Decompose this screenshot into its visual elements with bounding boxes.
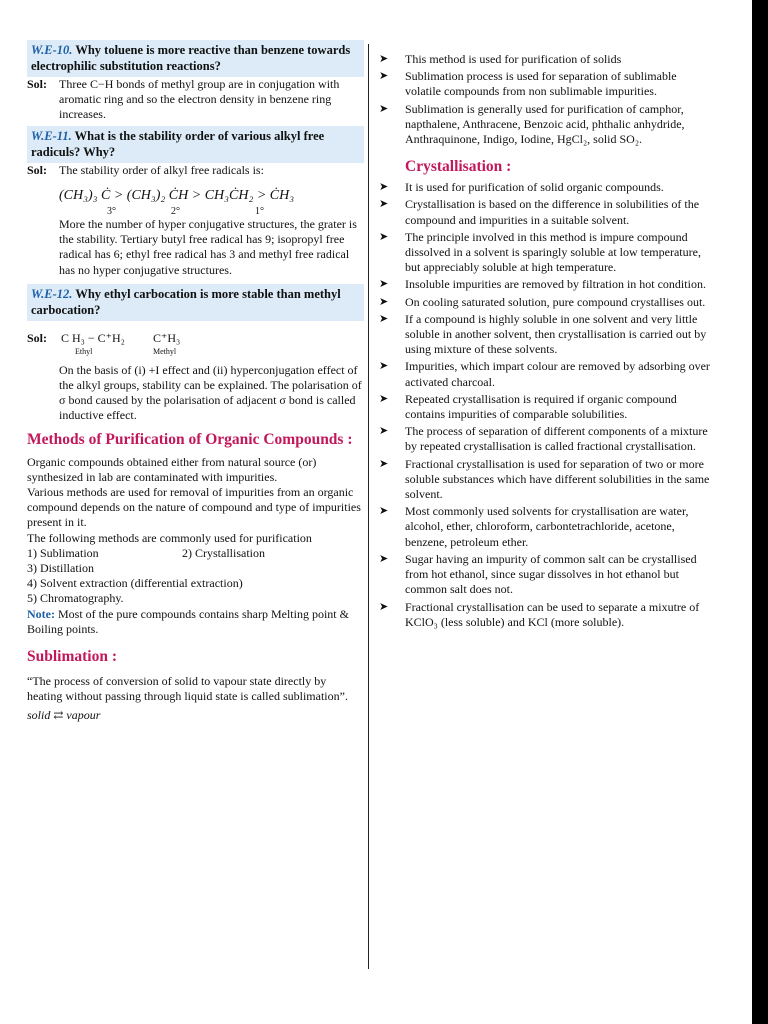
- we11-question-text: What is the stability order of various alkyl free radiculs? Why?: [31, 129, 325, 159]
- list-item: [373, 600, 710, 630]
- we12-question: [31, 286, 360, 318]
- list-item-text: Repeated crystallisation is required if organic compound contains impurities of comparable solubilities.: [405, 391, 677, 422]
- sublimation-equation: solid ⇄ vapour: [27, 708, 101, 723]
- arrow-bullet-icon: ➤: [379, 230, 389, 243]
- we11-question-box: [27, 126, 364, 163]
- list-item-text: On cooling saturated solution, pure compound crystallises out.: [405, 294, 706, 309]
- list-item-text: The process of separation of different components of a mixture by repeated crystallisation is called fractional crystallisation.: [405, 424, 708, 454]
- list-item-text: Sublimation process is used for separation of sublimable volatile compounds from non sublimable impurities.: [405, 69, 677, 99]
- methods-heading: Methods of Purification of Organic Compounds :: [27, 430, 353, 448]
- we12-question-text: Why ethyl carbocation is more stable than methyl carbocation?: [31, 286, 341, 317]
- list-item: [373, 504, 710, 550]
- arrow-bullet-icon: ➤: [379, 295, 389, 308]
- we12-sol-label: Sol:: [27, 330, 48, 345]
- list-item: [373, 277, 710, 292]
- list-item: [373, 312, 710, 358]
- we11-answer: The stability order of alkyl free radicals is:: [59, 163, 264, 177]
- list-item: [373, 295, 710, 310]
- list-item: [373, 69, 710, 99]
- list-item-text: Insoluble impurities are removed by filtration in hot condition.: [405, 277, 706, 292]
- sublimation-points: [373, 52, 710, 147]
- right-column: [373, 52, 710, 632]
- arrow-bullet-icon: ➤: [379, 53, 389, 65]
- arrow-bullet-icon: ➤: [379, 278, 389, 291]
- methyl-formula: C⁺H₃: [153, 330, 181, 345]
- arrow-bullet-icon: ➤: [379, 70, 389, 83]
- we11-equation: (CH₃)₃ Ċ > (CH₃)₂ ĊH > CH₃ĊH₂ > ĊH₃: [59, 188, 295, 203]
- crystallisation-heading: Crystallisation :: [405, 158, 512, 176]
- we11-explanation: More the number of hyper conjugative structures, the grater is the stability. Tertiary butyl free radical has 9; isopropyl free radical has 6; ethyl free radical has 3 and methyl free radical has no hyper conjugative structures.: [59, 217, 357, 277]
- note-text: Most of the pure compounds contains sharp Melting point & Boiling points.: [27, 606, 349, 636]
- list-item: [373, 180, 710, 195]
- note: [27, 607, 364, 637]
- list-item-text: If a compound is highly soluble in one solvent and very little soluble in another solvent, then crystallisation is carried out by using mixture of these solvents.: [405, 311, 707, 357]
- list-item: [373, 392, 710, 422]
- arrow-bullet-icon: ➤: [379, 181, 389, 194]
- arrow-bullet-icon: ➤: [379, 392, 389, 405]
- method-sublimation: 1) Sublimation: [27, 545, 99, 560]
- methods-list-row-1: [27, 546, 364, 561]
- we10-solution: [27, 77, 364, 122]
- degree-primary: 1°: [255, 206, 264, 217]
- arrow-bullet-icon: ➤: [379, 102, 389, 115]
- list-item-text: Most commonly used solvents for crystallisation are water, alcohol, ether, chloroform, carbontetrachloride, acetone, benzene, petroleum ether.: [405, 504, 689, 549]
- list-item: [373, 230, 710, 276]
- list-item: [373, 424, 710, 454]
- method-solvent-extraction: 4) Solvent extraction (differential extraction): [27, 576, 243, 591]
- note-label: Note:: [27, 606, 55, 621]
- ethyl-carbocation: [61, 331, 153, 359]
- we11-degrees: [27, 206, 364, 217]
- arrow-bullet-icon: ➤: [379, 360, 389, 373]
- methods-paragraph-2: Various methods are used for removal of impurities from an organic compound depends on the nature of compound and type of impurities present in it.: [27, 485, 361, 530]
- list-item-text: Fractional crystallisation is used for separation of two or more soluble substances which have different solubilities in the same solvent.: [405, 456, 710, 502]
- we10-sol-label: Sol:: [27, 77, 48, 91]
- list-item-text: Impurities, which impart colour are removed by adsorbing over activated charcoal.: [405, 359, 710, 389]
- methods-paragraph-3: The following methods are commonly used for purification: [27, 530, 312, 545]
- list-item: [373, 52, 710, 67]
- list-item-text: Crystallisation is based on the difference in solubilities of the compound and impurities in a suitable solvent.: [405, 197, 700, 227]
- arrow-bullet-icon: ➤: [379, 425, 389, 438]
- sublimation-heading: Sublimation :: [27, 648, 118, 666]
- we10-answer: Three C−H bonds of methyl group are in conjugation with aromatic ring and so the electron density in benzene ring increases.: [59, 77, 340, 121]
- list-item-text: Sugar having an impurity of common salt can be crystallised from hot ethanol, since sugar dissolves in hot ethanol but common salt does not.: [405, 551, 697, 597]
- we12-question-box: [27, 284, 364, 321]
- list-item: [373, 552, 710, 598]
- we12-formulas: [27, 331, 364, 359]
- list-item-text: This method is used for purification of solids: [405, 52, 622, 66]
- we10-question: [31, 42, 360, 74]
- ethyl-label: Ethyl: [75, 346, 93, 356]
- we10-question-text: Why toluene is more reactive than benzene towards electrophilic substitution reactions?: [31, 43, 351, 73]
- we12-explanation: On the basis of (i) +I effect and (ii) hyperconjugation effect of the alkyl groups, stability can be explained. The polarisation of σ bond caused by the polarisation of adjacent σ bond is called inductive effect.: [59, 362, 362, 423]
- method-chromatography: 5) Chromatography.: [27, 591, 124, 606]
- list-item: [373, 197, 710, 227]
- arrow-bullet-icon: ➤: [379, 312, 389, 325]
- arrow-bullet-icon: ➤: [379, 505, 389, 518]
- arrow-bullet-icon: ➤: [379, 600, 389, 613]
- methyl-carbocation: [153, 331, 213, 359]
- we11-question: [31, 128, 360, 160]
- ethyl-formula: C H₃ − C⁺H₂: [61, 330, 125, 345]
- degree-secondary: 2°: [171, 206, 180, 217]
- methyl-label: Methyl: [153, 346, 177, 356]
- list-item: [373, 359, 710, 389]
- we11-solution: [27, 163, 364, 178]
- list-item-text: Fractional crystallisation can be used to separate a mixutre of KClO₃ (less soluble) and KCl (more soluble).: [405, 599, 700, 629]
- crystallisation-points: [373, 180, 710, 630]
- arrow-bullet-icon: ➤: [379, 198, 389, 211]
- list-item: [373, 102, 710, 148]
- sublimation-definition: “The process of conversion of solid to vapour state directly by heating without passing through liquid state is called sublimation”.: [27, 674, 348, 704]
- degree-tertiary: 3°: [107, 206, 116, 217]
- we12-number: W.E-12.: [31, 286, 73, 301]
- left-column: [27, 40, 364, 724]
- list-item-text: It is used for purification of solid organic compounds.: [405, 180, 664, 195]
- method-distillation: 3) Distillation: [27, 561, 94, 576]
- we10-question-box: [27, 40, 364, 77]
- column-divider: [368, 44, 369, 969]
- list-item-text: Sublimation is generally used for purification of camphor, napthalene, Anthracene, Benzoic acid, phthalic anhydride, Anthraquinone, Indigo, Iodine, HgCl₂, solid SO₂.: [405, 101, 685, 147]
- we11-number: W.E-11.: [31, 129, 72, 143]
- method-crystallisation: 2) Crystallisation: [182, 545, 265, 560]
- list-item: [373, 457, 710, 503]
- arrow-bullet-icon: ➤: [379, 457, 389, 470]
- list-item-text: The principle involved in this method is impure compound dissolved in a solvent is sparingly soluble at low temperature, but appreciably soluble at high temperature.: [405, 229, 701, 275]
- arrow-bullet-icon: ➤: [379, 552, 389, 565]
- we11-sol-label: Sol:: [27, 163, 48, 177]
- we10-number: W.E-10.: [31, 43, 73, 57]
- methods-paragraph-1: Organic compounds obtained either from natural source (or) synthesized in lab are contaminated with impurities.: [27, 454, 317, 484]
